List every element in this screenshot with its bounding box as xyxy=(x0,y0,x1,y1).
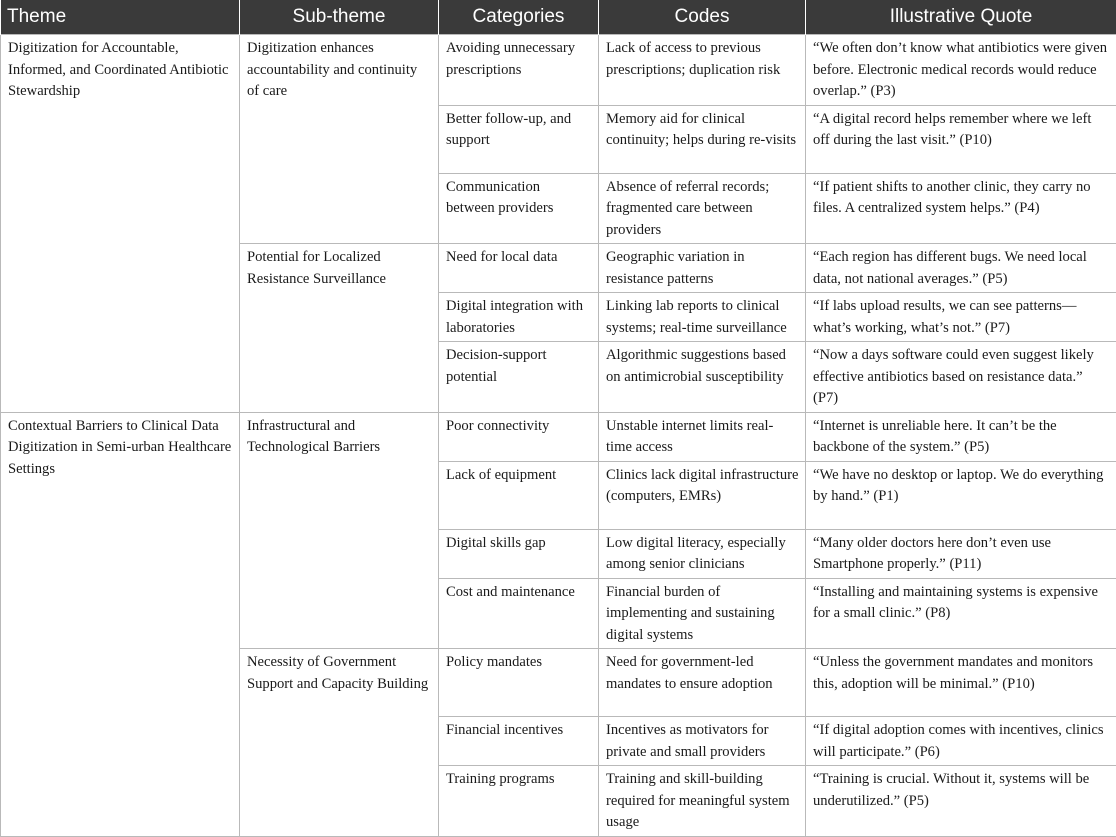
category-cell: Digital integration with laboratories xyxy=(439,293,599,342)
code-cell: Training and skill-building required for meaningful system usage xyxy=(599,766,806,837)
quote-cell: “Unless the government mandates and monitors this, adoption will be minimal.” (P10) xyxy=(806,649,1116,717)
category-cell: Digital skills gap xyxy=(439,529,599,578)
code-cell: Clinics lack digital infrastructure (computers, EMRs) xyxy=(599,461,806,529)
theme-cell: Contextual Barriers to Clinical Data Digitization in Semi-urban Healthcare Settings xyxy=(1,412,240,836)
quote-cell: “Each region has different bugs. We need local data, not national averages.” (P5) xyxy=(806,244,1116,293)
code-cell: Unstable internet limits real-time access xyxy=(599,412,806,461)
category-cell: Communication between providers xyxy=(439,173,599,244)
header-theme: Theme xyxy=(1,0,240,35)
subtheme-cell: Potential for Localized Resistance Surveillance xyxy=(240,244,439,413)
category-cell: Training programs xyxy=(439,766,599,837)
header-illustrative-quote: Illustrative Quote xyxy=(806,0,1116,35)
quote-cell: “Installing and maintaining systems is expensive for a small clinic.” (P8) xyxy=(806,578,1116,649)
table-row xyxy=(1,412,1116,461)
code-cell: Geographic variation in resistance patterns xyxy=(599,244,806,293)
category-cell: Lack of equipment xyxy=(439,461,599,529)
code-cell: Algorithmic suggestions based on antimicrobial susceptibility xyxy=(599,342,806,413)
code-cell: Memory aid for clinical continuity; helps during re-visits xyxy=(599,105,806,173)
header-sub-theme: Sub-theme xyxy=(240,0,439,35)
category-cell: Better follow-up, and support xyxy=(439,105,599,173)
code-cell: Financial burden of implementing and sustaining digital systems xyxy=(599,578,806,649)
subtheme-cell: Digitization enhances accountability and continuity of care xyxy=(240,35,439,244)
code-cell: Low digital literacy, especially among senior clinicians xyxy=(599,529,806,578)
code-cell: Incentives as motivators for private and small providers xyxy=(599,717,806,766)
header-row xyxy=(1,0,1116,35)
quote-cell: “Many older doctors here don’t even use Smartphone properly.” (P11) xyxy=(806,529,1116,578)
theme-cell: Digitization for Accountable, Informed, and Coordinated Antibiotic Stewardship xyxy=(1,35,240,413)
quote-cell: “If labs upload results, we can see patterns—what’s working, what’s not.” (P7) xyxy=(806,293,1116,342)
quote-cell: “If digital adoption comes with incentives, clinics will participate.” (P6) xyxy=(806,717,1116,766)
header-categories: Categories xyxy=(439,0,599,35)
category-cell: Poor connectivity xyxy=(439,412,599,461)
code-cell: Lack of access to previous prescriptions; duplication risk xyxy=(599,35,806,106)
quote-cell: “Training is crucial. Without it, systems will be underutilized.” (P5) xyxy=(806,766,1116,837)
category-cell: Avoiding unnecessary prescriptions xyxy=(439,35,599,106)
header-codes: Codes xyxy=(599,0,806,35)
quote-cell: “Internet is unreliable here. It can’t be the backbone of the system.” (P5) xyxy=(806,412,1116,461)
category-cell: Policy mandates xyxy=(439,649,599,717)
quote-cell: “We often don’t know what antibiotics were given before. Electronic medical records would reduce overlap.” (P3) xyxy=(806,35,1116,106)
table-body xyxy=(1,35,1116,837)
subtheme-cell: Necessity of Government Support and Capacity Building xyxy=(240,649,439,837)
table-row xyxy=(1,35,1116,106)
quote-cell: “A digital record helps remember where we left off during the last visit.” (P10) xyxy=(806,105,1116,173)
subtheme-cell: Infrastructural and Technological Barriers xyxy=(240,412,439,649)
category-cell: Financial incentives xyxy=(439,717,599,766)
code-cell: Need for government-led mandates to ensure adoption xyxy=(599,649,806,717)
quote-cell: “If patient shifts to another clinic, they carry no files. A centralized system helps.” (P4) xyxy=(806,173,1116,244)
code-cell: Absence of referral records; fragmented care between providers xyxy=(599,173,806,244)
quote-cell: “Now a days software could even suggest likely effective antibiotics based on resistance data.” (P7) xyxy=(806,342,1116,413)
quote-cell: “We have no desktop or laptop. We do everything by hand.” (P1) xyxy=(806,461,1116,529)
code-cell: Linking lab reports to clinical systems; real-time surveillance xyxy=(599,293,806,342)
table-header xyxy=(1,0,1116,35)
category-cell: Decision-support potential xyxy=(439,342,599,413)
category-cell: Cost and maintenance xyxy=(439,578,599,649)
category-cell: Need for local data xyxy=(439,244,599,293)
